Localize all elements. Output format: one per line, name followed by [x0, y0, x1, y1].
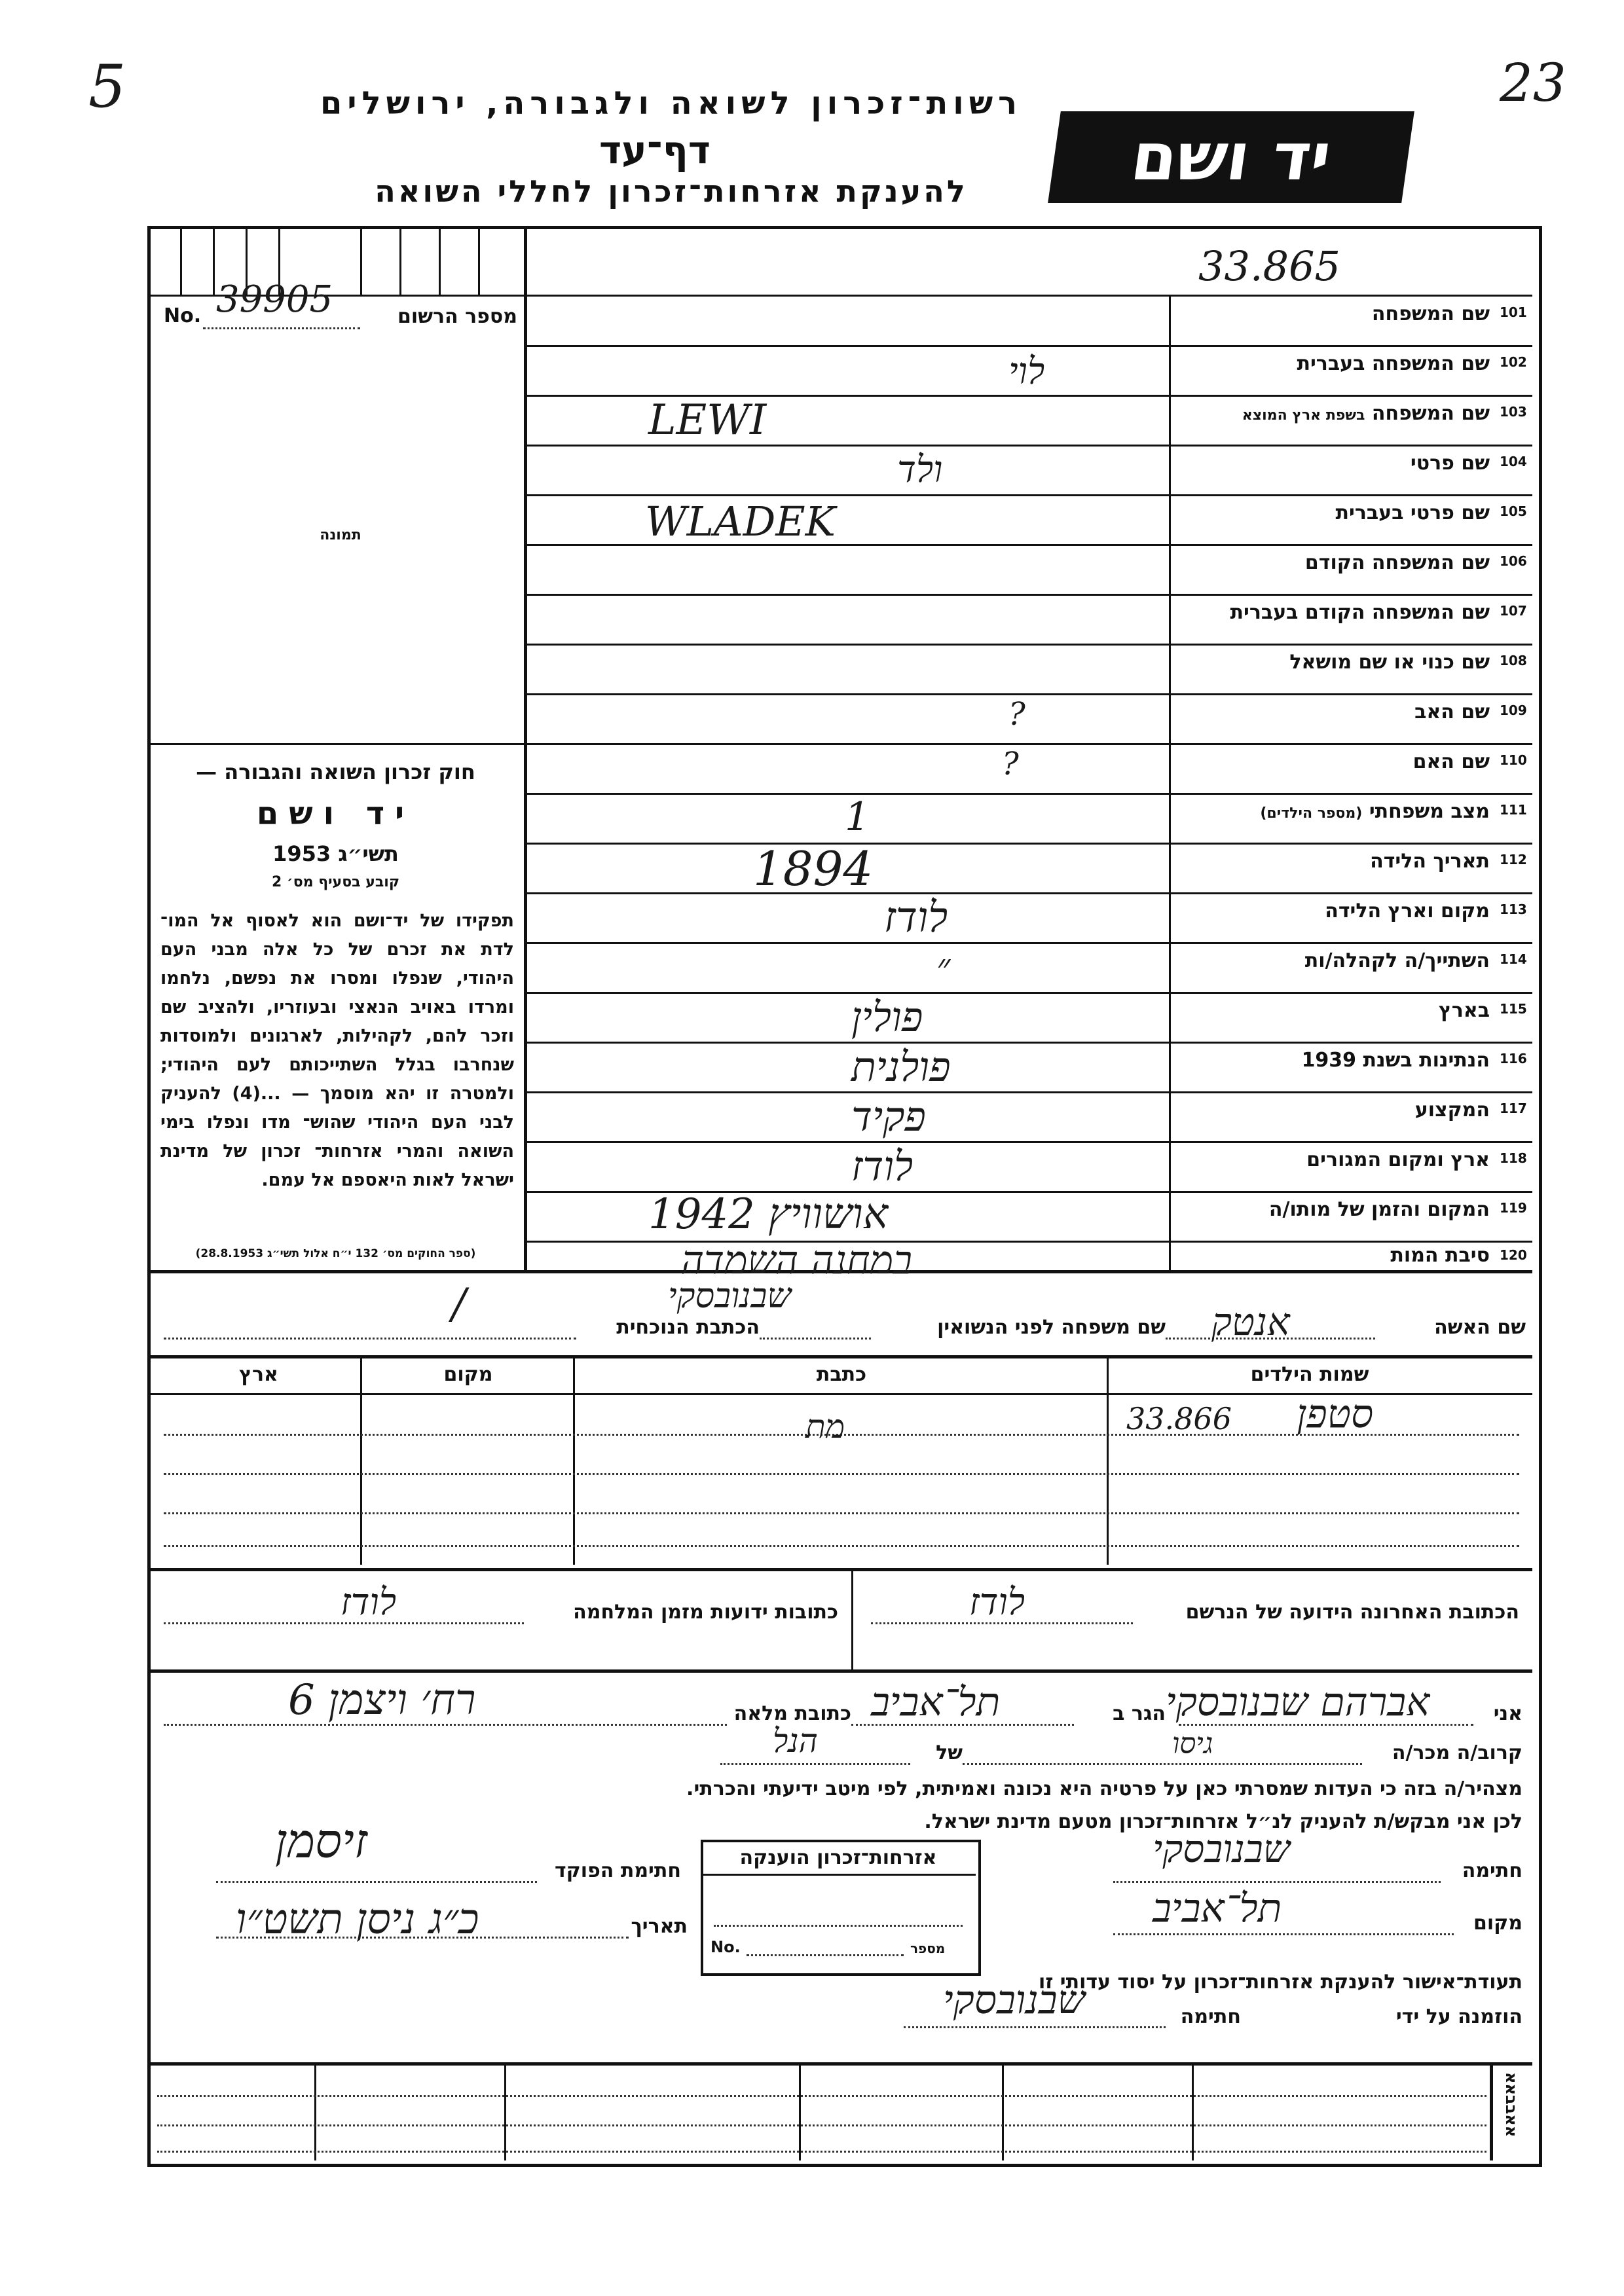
- child-1-number[interactable]: 33.866: [1126, 1401, 1232, 1436]
- field-114-num: 114: [1500, 951, 1527, 967]
- field-108-num: 108: [1500, 653, 1527, 668]
- field-119-value[interactable]: אושוויץ 1942: [648, 1190, 889, 1239]
- field-111-value[interactable]: 1: [845, 794, 870, 840]
- field-116-label: הנתינות בשנת 1939: [1301, 1049, 1490, 1072]
- law-title: חוק זכרון השואה והגבורה —: [196, 759, 475, 784]
- field-111-label: [1175, 800, 1490, 823]
- approval-line-1: תעודת־אישור להענקת אזרחות־זכרון על יסוד עדותי זו: [1039, 1971, 1522, 1994]
- approval-signature[interactable]: שבנובסקי: [943, 1977, 1086, 2023]
- field-117-value[interactable]: פקיד: [851, 1093, 926, 1140]
- declarant-name[interactable]: אברהם שבנובסקי: [1166, 1679, 1430, 1725]
- declarant-full-address[interactable]: רח׳ ויצמן 6: [288, 1676, 476, 1724]
- field-105-num: 105: [1500, 503, 1527, 519]
- record-number: 33.865: [1198, 242, 1340, 290]
- wartime-address-label: כתובות ידועות מזמן המלחמה: [573, 1601, 838, 1624]
- field-103-label-small: בשפת ארץ המוצא: [1242, 407, 1365, 424]
- field-104-value[interactable]: ולד: [897, 448, 943, 491]
- field-102-num: 102: [1500, 354, 1527, 370]
- field-111-label-small: (מספר הילדים): [1260, 805, 1363, 822]
- field-117-label: המקצוע: [1414, 1099, 1490, 1121]
- field-116-value[interactable]: פולנית: [851, 1043, 951, 1091]
- declarant-city[interactable]: תל־אביב: [871, 1679, 1001, 1725]
- declarant-full-address-label: כתובת מלאה: [733, 1702, 851, 1725]
- field-101-num: 101: [1500, 304, 1527, 320]
- field-120-value[interactable]: במחנה השמדה: [681, 1237, 913, 1283]
- registry-label: מספר הרשום: [397, 305, 517, 328]
- last-known-address-value[interactable]: לודז: [969, 1581, 1025, 1624]
- field-107-label: שם המשפחה הקודם בעברית: [1230, 601, 1490, 624]
- declaration-line-2: לכן אני מבקש/ת להעניק לנ״ל אזרחות־זכרון מטעם מדינת ישראל.: [924, 1810, 1522, 1833]
- wife-label: שם האשה: [1434, 1316, 1526, 1339]
- field-115-label: בארץ: [1438, 999, 1490, 1022]
- field-114-label: השתייך/ה לקהלה/ות: [1304, 949, 1490, 972]
- maiden-name-label: שם משפחה לפני הנשואין: [937, 1316, 1166, 1339]
- wartime-address-value[interactable]: לודז: [341, 1581, 397, 1624]
- children-place-header: מקום: [443, 1363, 493, 1386]
- field-107-num: 107: [1500, 603, 1527, 619]
- field-115-value[interactable]: פולין: [851, 993, 923, 1041]
- declarant-place[interactable]: תל־אביב: [1153, 1886, 1282, 1931]
- current-address-value[interactable]: /: [452, 1280, 466, 1328]
- field-118-label: ארץ ומקום המגורים: [1306, 1148, 1490, 1171]
- field-110-label: שם האם: [1412, 750, 1490, 773]
- field-116-num: 116: [1500, 1051, 1527, 1066]
- field-113-num: 113: [1500, 902, 1527, 917]
- photo-label: תמונה: [320, 527, 361, 543]
- approval-signature-label: חתימה: [1180, 2005, 1241, 2028]
- declarant-signature[interactable]: שבנובסקי: [1153, 1827, 1290, 1871]
- declarant-resides-label: הגר ב: [1113, 1702, 1166, 1725]
- field-119-num: 119: [1500, 1200, 1527, 1216]
- field-112-value[interactable]: 1894: [753, 841, 874, 896]
- header-form-title: דף־עד: [599, 128, 711, 172]
- field-103-label-main: שם המשפחה: [1371, 402, 1490, 425]
- declarant-signature-label: חתימה: [1462, 1859, 1522, 1882]
- field-109-num: 109: [1500, 702, 1527, 718]
- field-108-label: שם כנוי או שם מושאל: [1289, 651, 1490, 674]
- field-103-num: 103: [1500, 404, 1527, 420]
- children-country-header: ארץ: [239, 1363, 278, 1386]
- field-106-label: שם המשפחה הקודם: [1304, 551, 1490, 574]
- relative-label: קרוב/ה מכר/ה: [1392, 1741, 1522, 1764]
- declaration-line-1: מצהיר/ה בזה כי העדות שמסרתי כאן על פרטיה היא נכונה ואמיתית, לפי מיטב ידיעתי והכרתי.: [686, 1777, 1522, 1800]
- field-103-label: [1175, 402, 1490, 425]
- corner-number-right: 23: [1500, 52, 1566, 113]
- date-value[interactable]: כ״ג ניסן תשט״ו: [236, 1895, 479, 1944]
- approval-line-2: הוזמנה על ידי: [1395, 2005, 1522, 2028]
- field-117-num: 117: [1500, 1101, 1527, 1116]
- last-known-address-label: הכתובת האחרונה הידועה של הנרשם: [1185, 1601, 1519, 1624]
- registry-no-label: No.: [164, 304, 202, 327]
- field-106-num: 106: [1500, 553, 1527, 569]
- law-source: (ספר החוקים מס׳ 132 י״ח אלול תשי״ג 28.8.1953): [195, 1247, 476, 1260]
- maiden-name-value[interactable]: שבנובסקי: [668, 1277, 792, 1316]
- field-113-label: מקום וארץ הלידה: [1325, 900, 1490, 922]
- of-label: של: [936, 1741, 963, 1764]
- field-113-value[interactable]: לודז: [884, 894, 948, 942]
- field-102-value[interactable]: לוי: [1008, 350, 1045, 393]
- officer-signature-label: חתימת הפוקד: [555, 1859, 681, 1882]
- field-119-label: המקום והזמן של מותו/ה: [1268, 1198, 1490, 1221]
- grant-no-label: No.: [710, 1938, 741, 1956]
- registry-no-value: 39905: [216, 278, 333, 321]
- field-110-num: 110: [1500, 752, 1527, 768]
- field-118-num: 118: [1500, 1150, 1527, 1166]
- field-112-num: 112: [1500, 852, 1527, 867]
- officer-signature[interactable]: זיסמן: [275, 1813, 367, 1868]
- field-115-num: 115: [1500, 1001, 1527, 1017]
- date-label: תאריך: [631, 1915, 688, 1938]
- children-address-header: כתבת: [816, 1363, 867, 1386]
- footer-side-code: אאבבאא: [1502, 2072, 1521, 2138]
- field-101-label: שם המשפחה: [1371, 302, 1490, 325]
- declarant-place-label: מקום: [1473, 1912, 1522, 1935]
- field-102-label: שם המשפחה בעברית: [1297, 352, 1490, 375]
- of-value[interactable]: הנל: [773, 1722, 818, 1760]
- field-120-label: סיבת המות: [1390, 1244, 1490, 1267]
- field-104-num: 104: [1500, 454, 1527, 469]
- field-112-label: תאריך הלידה: [1370, 850, 1490, 873]
- field-110-value[interactable]: ?: [1002, 746, 1019, 782]
- field-118-value[interactable]: לודז: [851, 1142, 913, 1190]
- law-body: תפקידו של יד־ושם הוא לאסוף אל המו־ לדת את זכרם של כל אלה מבני העם היהודי, שנפלו ומסרו את נפשם, נלחמו ומרדו באויב הנאצי ובעוזריו, ולהציב שם וזכר להם, לקהילות, לארגונים ולמוסדות שנחרבו בגלל השתייכותם לעם היהודי; ולמטרה זו יהא מוסמך — ...(4) להעניק לבני העם היהודי שהוש־ מדו ונפלו בימי השואה והמרי אזרחות־ זכרון של מדינת ישראל לאות היאספם אל עמם.: [160, 911, 515, 1190]
- child-1-address[interactable]: מת: [805, 1408, 845, 1446]
- field-105-value[interactable]: WLADEK: [645, 498, 836, 545]
- grant-box-title: אזרחות־זכרון הוענקה: [739, 1846, 937, 1869]
- field-114-value[interactable]: ״: [936, 946, 951, 989]
- grant-no-label-he: מספר: [910, 1941, 946, 1956]
- field-111-num: 111: [1500, 802, 1527, 818]
- child-1-name[interactable]: סטפן: [1297, 1391, 1374, 1437]
- law-year: תשי״ג 1953: [272, 841, 399, 866]
- law-name: יד ושם: [256, 795, 415, 832]
- field-120-num: 120: [1500, 1247, 1527, 1263]
- relation-value[interactable]: גיסו: [1172, 1727, 1213, 1760]
- declarant-i-label: אני: [1493, 1702, 1522, 1725]
- field-109-value[interactable]: ?: [1008, 696, 1025, 733]
- corner-number-left: 5: [88, 52, 126, 121]
- law-clause: קובע בסעיף מס׳ 2: [271, 874, 400, 890]
- children-names-header: שמות הילדים: [1250, 1363, 1369, 1386]
- yad-vashem-logo: יד ושם: [1048, 111, 1414, 203]
- header-purpose: להענקת אזרחות־זכרון לחללי השואה: [375, 173, 968, 209]
- field-104-label: שם פרטי: [1410, 452, 1490, 475]
- field-109-label: שם האב: [1414, 701, 1490, 723]
- current-address-label: הכתבת הנוכחית: [616, 1316, 760, 1339]
- field-105-label: שם פרטי בעברית: [1335, 501, 1490, 524]
- wife-value[interactable]: אנטק: [1211, 1300, 1290, 1344]
- field-103-value[interactable]: LEWI: [648, 396, 767, 445]
- header-authority: רשות־זכרון לשואה ולגבורה, ירושלים: [320, 85, 1023, 122]
- field-111-label-main: מצב משפחתי: [1369, 800, 1490, 823]
